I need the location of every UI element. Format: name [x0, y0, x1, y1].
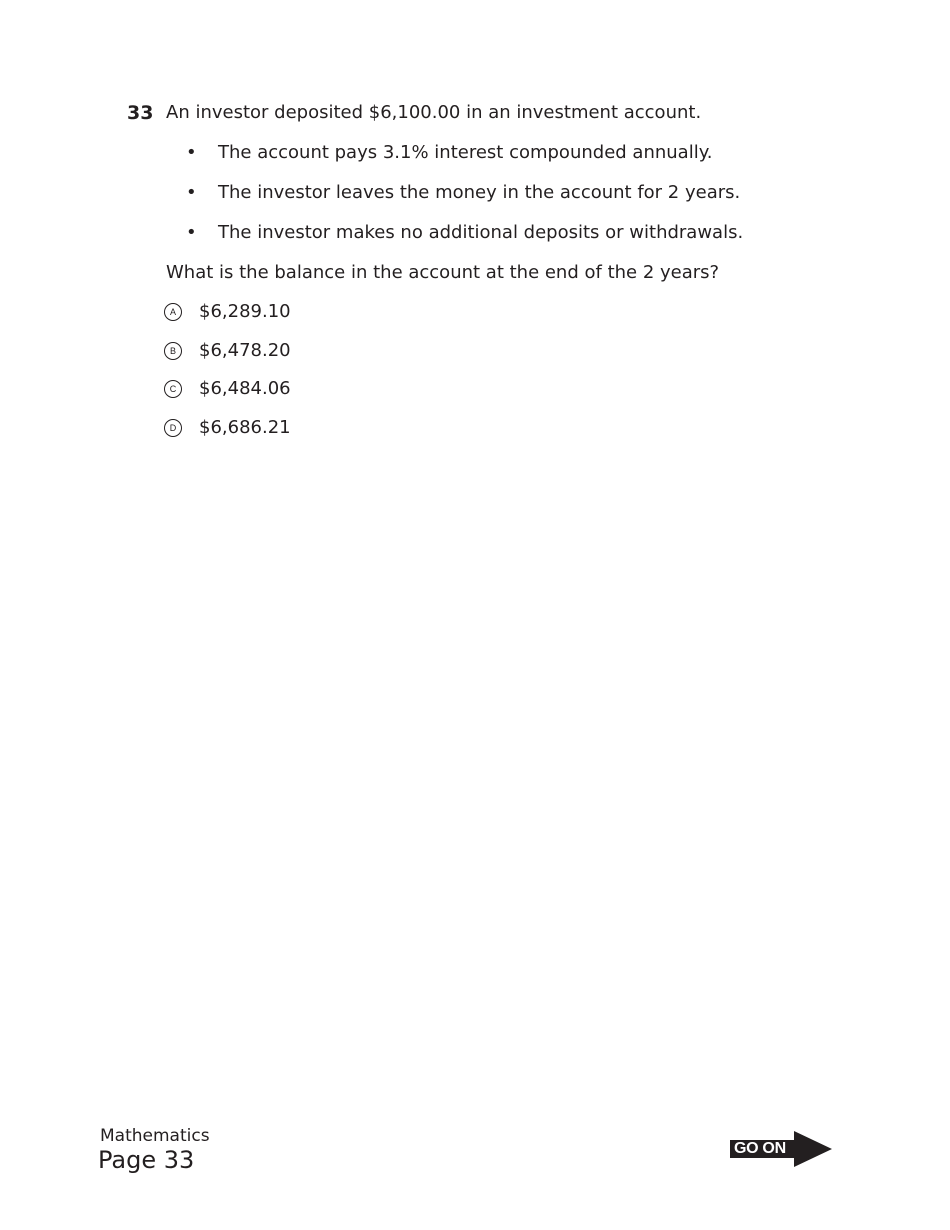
footer-subject: Mathematics — [100, 1126, 210, 1146]
question-prompt: What is the balance in the account at the end of the 2 years? — [166, 262, 720, 283]
answer-text-a: $6,289.10 — [199, 301, 291, 322]
go-on-button[interactable] — [730, 1131, 832, 1167]
answer-text-d: $6,686.21 — [199, 417, 291, 439]
answer-text-c: $6,484.06 — [199, 378, 291, 400]
condition-text: The account pays 3.1% interest compounded annually. — [218, 142, 713, 163]
answer-text-b: $6,478.20 — [199, 339, 291, 361]
answer-bubble-a[interactable]: A — [164, 303, 182, 321]
answer-bubble-d[interactable]: D — [164, 419, 182, 437]
condition-text: The investor makes no additional deposits or withdrawals. — [218, 222, 744, 243]
condition-text: The investor leaves the money in the account for 2 years. — [218, 182, 741, 203]
bullet-dot: • — [186, 182, 197, 203]
answer-bubble-b[interactable]: B — [164, 342, 182, 360]
bullet-dot: • — [186, 142, 197, 163]
go-on-label: GO ON — [734, 1140, 786, 1157]
bullet-dot: • — [186, 222, 197, 243]
question-number: 33 — [127, 102, 154, 124]
answer-bubble-c[interactable]: C — [164, 380, 182, 398]
footer-page-number: Page 33 — [98, 1146, 195, 1174]
question-stem: An investor deposited $6,100.00 in an investment account. — [166, 102, 702, 123]
